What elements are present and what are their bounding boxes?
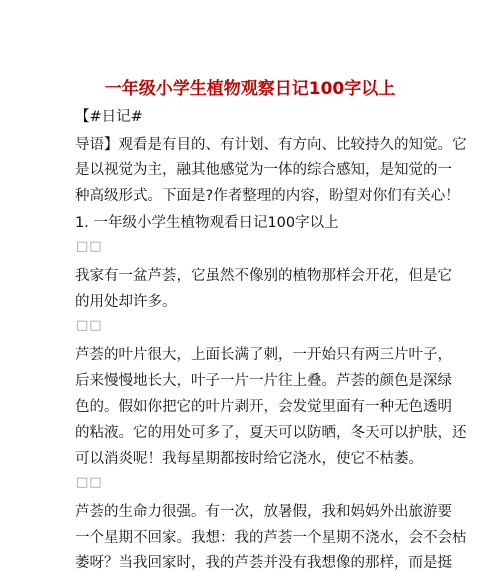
paragraph-3-line-2: 一个星期不回家。我想：我的芦荟一个星期不浇水，会不会枯 (75, 530, 467, 546)
paragraph-2-line-5: 可以消炎呢！我每星期都按时给它浇水，使它不枯萎。 (75, 451, 423, 467)
document-title: 一年级小学生植物观察日记100字以上 (104, 79, 396, 99)
placeholder-mark: □□ (76, 239, 103, 254)
tag-line: 【#日记# (75, 109, 143, 125)
paragraph-1-line-1: 我家有一盆芦荟，它虽然不像别的植物那样会开花，但是它 (75, 268, 452, 284)
intro-line-2: 是以视觉为主，融其他感觉为一体的综合感知，是知觉的一 (75, 162, 452, 178)
paragraph-2-line-4: 的粘液。它的用处可多了，夏天可以防晒，冬天可以护肤，还 (75, 425, 467, 441)
paragraph-1-line-2: 的用处却许多。 (75, 294, 177, 310)
placeholder-mark: □□ (76, 475, 103, 490)
paragraph-3-line-3: 萎呀？当我回家时，我的芦荟并没有我想像的那样，而是挺 (75, 555, 452, 571)
section-heading: 1. 一年级小学生植物观看日记100字以上 (75, 215, 339, 231)
paragraph-2-line-1: 芦荟的叶片很大，上面长满了刺，一开始只有两三片叶子， (75, 347, 452, 363)
placeholder-mark: □□ (76, 318, 103, 333)
paragraph-3-line-1: 芦荟的生命力很强。有一次，放暑假，我和妈妈外出旅游要 (75, 504, 452, 520)
intro-line-1: 导语】观看是有目的、有计划、有方向、比较持久的知觉。它 (75, 137, 467, 153)
intro-line-3: 种高级形式。下面是?作者整理的内容，盼望对你们有关心！ (75, 188, 460, 204)
paragraph-2-line-3: 色的。假如你把它的叶片剥开，会发觉里面有一种无色透明 (75, 399, 452, 415)
paragraph-2-line-2: 后来慢慢地长大，叶子一片一片往上叠。芦荟的颜色是深绿 (75, 373, 452, 389)
